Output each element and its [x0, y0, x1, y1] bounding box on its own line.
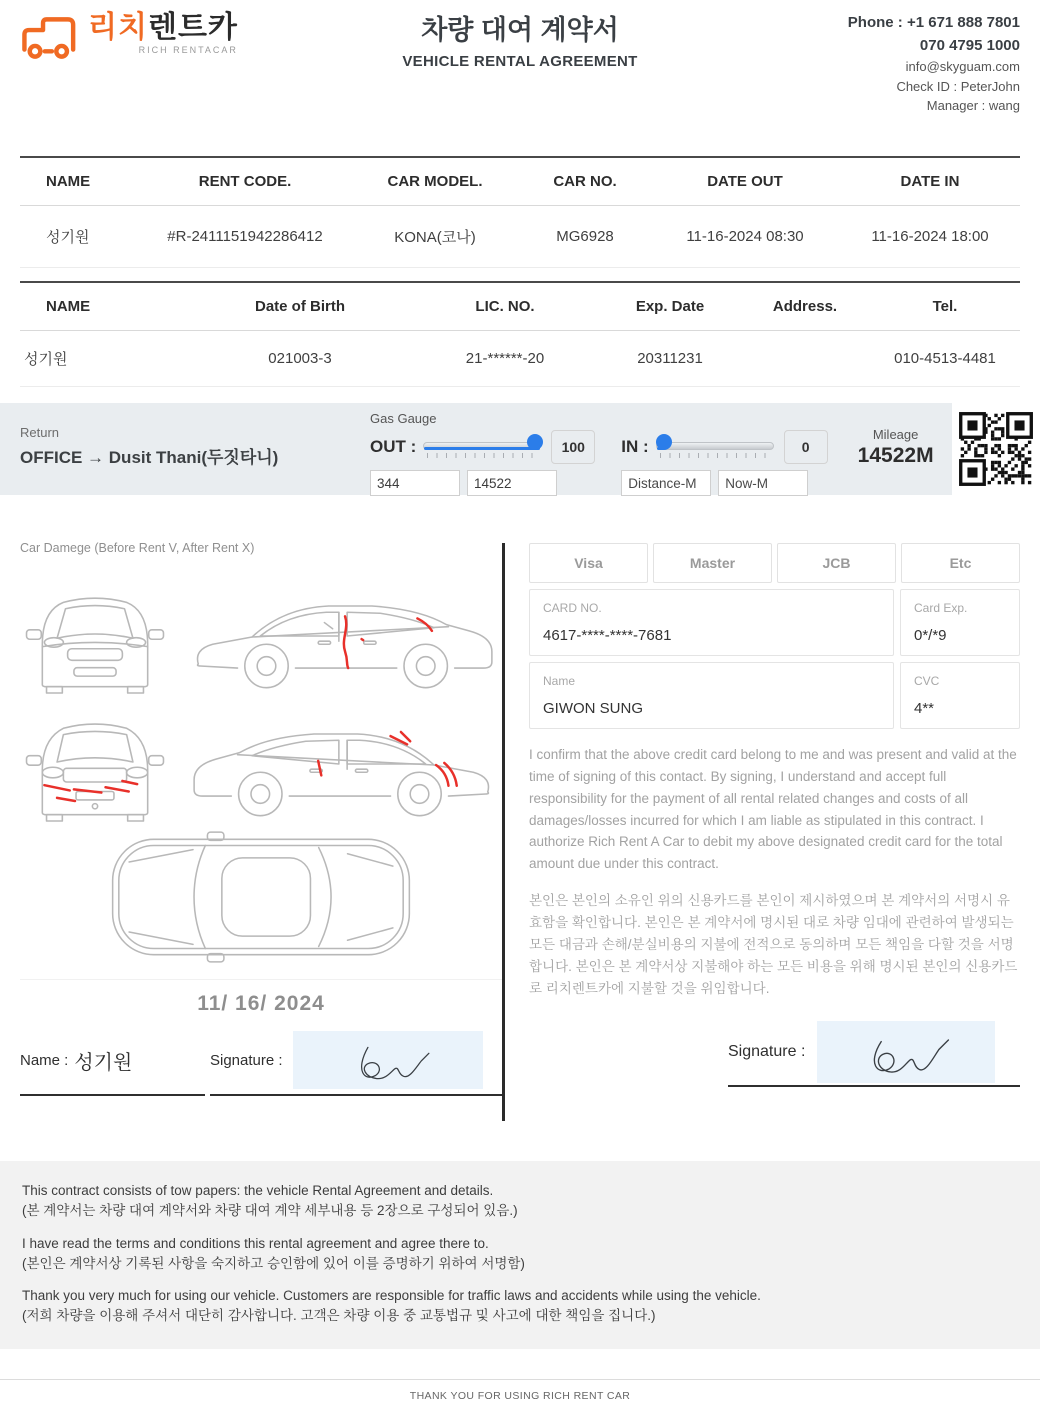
car-right-side-view[interactable]: [184, 703, 502, 825]
slider-ticks: [660, 453, 770, 458]
car-front-view[interactable]: [20, 575, 170, 693]
cell-date-in: 11-16-2024 18:00: [840, 206, 1020, 268]
signature-pad[interactable]: [293, 1031, 483, 1089]
truck-icon: [20, 12, 82, 69]
mileage-block: [858, 403, 934, 495]
slider-thumb[interactable]: [527, 434, 543, 450]
name-label: Name :: [20, 1051, 69, 1069]
card-type-tabs: [529, 543, 1020, 583]
title-korean: 차량 대여 계약서: [421, 15, 619, 45]
return-route: OFFICE → Dusit Thani(두짓타니): [20, 448, 279, 467]
phone-secondary: 070 4795 1000: [919, 36, 1020, 54]
odometer-input[interactable]: [467, 470, 557, 496]
email: info@skyguam.com: [905, 59, 1020, 74]
col-header-dob: Date of Birth: [190, 282, 410, 331]
rental-info-table: [20, 156, 1020, 268]
car-rear-view[interactable]: [20, 703, 170, 821]
tab-visa[interactable]: Visa: [529, 543, 648, 583]
renter-signature-row: [20, 1026, 502, 1096]
col-header-address: Address.: [740, 282, 870, 331]
card-signature-row[interactable]: [728, 1019, 1020, 1087]
card-signature-label: Signature :: [728, 1043, 806, 1061]
cell-date-out: 11-16-2024 08:30: [650, 206, 840, 268]
signature-label: Signature :: [210, 1051, 283, 1069]
distance-input[interactable]: [370, 470, 460, 496]
col-header-date-out: DATE OUT: [650, 157, 840, 206]
footer-text: THANK YOU FOR USING RICH RENT CAR: [409, 1389, 631, 1402]
car-top-view[interactable]: [106, 829, 416, 965]
check-id: Check ID : PeterJohn: [896, 78, 1020, 94]
tab-etc[interactable]: Etc: [901, 543, 1020, 583]
cell-exp-date: 20311231: [600, 331, 740, 387]
gas-in-group: [621, 403, 827, 495]
col-header-rent-code: RENT CODE.: [140, 157, 350, 206]
logo-subtitle: RICH RENTACAR: [138, 44, 238, 55]
car-damage-label: Car Damege (Before Rent V, After Rent X): [20, 541, 255, 555]
col-header-name: NAME: [20, 157, 140, 206]
info-tables: [0, 156, 1040, 387]
slider-track: [423, 442, 541, 450]
gas-out-value[interactable]: 100: [551, 430, 595, 464]
gas-gauge-label: Gas Gauge: [370, 411, 437, 426]
term-korean: (저희 차량을 이용해 주셔서 대단히 감사합니다. 고객은 차량 이용 중 교통법규 및 사고에 대한 책임을 집니다.): [22, 1308, 656, 1324]
mileage-label: Mileage: [872, 427, 919, 442]
name-value: 성기원: [74, 1051, 133, 1074]
card-exp-label: Card Exp.: [914, 601, 968, 615]
return-block: [0, 403, 370, 495]
main-section: [0, 541, 1040, 1121]
contact-info: [848, 12, 1020, 116]
qr-code: [954, 407, 1038, 491]
col-header-driver-name: NAME: [20, 282, 190, 331]
tab-jcb[interactable]: JCB: [777, 543, 896, 583]
return-label: Return: [20, 425, 60, 440]
slider-thumb[interactable]: [656, 434, 672, 450]
header: [0, 0, 1040, 130]
term-item: [22, 1234, 1018, 1275]
gas-in-slider[interactable]: [656, 438, 774, 456]
cell-tel: 010-4513-4481: [870, 331, 1020, 387]
cell-car-no: MG6928: [520, 206, 650, 268]
cell-lic-no: 21-******-20: [410, 331, 600, 387]
cell-car-model: KONA(코나): [350, 206, 520, 268]
card-cvc-field[interactable]: [900, 662, 1020, 729]
card-signature-pad[interactable]: [817, 1021, 995, 1083]
gas-out-group: [370, 403, 595, 495]
gas-in-value[interactable]: 0: [784, 430, 828, 464]
credit-card-panel: [505, 541, 1040, 1121]
car-damage-diagram[interactable]: [20, 569, 502, 965]
card-exp-value: 0*/*9: [914, 627, 947, 644]
col-header-lic-no: LIC. NO.: [410, 282, 600, 331]
card-number-value: 4617-****-****-7681: [543, 627, 672, 644]
footer: [0, 1379, 1040, 1402]
mileage-value: 14522M: [857, 444, 934, 467]
driver-info-table: [20, 281, 1020, 387]
term-item: [22, 1286, 1018, 1327]
qr-block: [952, 403, 1040, 495]
term-english: I have read the terms and conditions this rental agreement and agree there to.: [22, 1235, 489, 1251]
renter-signature-field[interactable]: [210, 1026, 502, 1096]
cell-renter-name: 성기원: [20, 206, 140, 268]
slider-ticks: [427, 453, 537, 458]
card-cvc-label: CVC: [914, 674, 940, 688]
card-cvc-value: 4**: [914, 700, 935, 717]
gas-out-slider[interactable]: [423, 438, 541, 456]
rental-table-row: [20, 206, 1020, 268]
term-english: Thank you very much for using our vehicle. Customers are responsible for traffic laws and accidents while using the vehicle.: [22, 1288, 761, 1303]
card-holder-value: GIWON SUNG: [543, 700, 643, 717]
driver-table-header-row: [20, 282, 1020, 331]
term-english: This contract consists of tow papers: the vehicle Rental Agreement and details.: [22, 1183, 494, 1198]
term-korean: (본 계약서는 차량 대여 계약서와 차량 대여 계약 세부내용 등 2장으로 구성되어 있음.): [22, 1203, 518, 1219]
gas-in-label: IN :: [621, 437, 649, 456]
cell-dob: 021003-3: [190, 331, 410, 387]
phone-primary: Phone : +1 671 888 7801: [847, 14, 1020, 31]
tab-master[interactable]: Master: [653, 543, 772, 583]
car-damage-panel: [0, 541, 502, 1121]
now-m-input[interactable]: [718, 470, 808, 496]
rental-table-header-row: [20, 157, 1020, 206]
cell-driver-name: 성기원: [20, 331, 190, 387]
title-english: VEHICLE RENTAL AGREEMENT: [402, 53, 638, 70]
gas-out-label: OUT :: [370, 437, 417, 456]
slider-track: [656, 442, 774, 450]
car-left-side-view[interactable]: [184, 575, 502, 697]
logo-kr-dark: 렌트카: [147, 11, 238, 44]
gauge-band: [0, 403, 1040, 495]
card-exp-field[interactable]: [900, 589, 1020, 656]
terms-section: [0, 1161, 1040, 1349]
logo-kr-orange: 리치: [88, 11, 148, 44]
col-header-date-in: DATE IN: [840, 157, 1020, 206]
col-header-tel: Tel.: [870, 282, 1020, 331]
col-header-exp-date: Exp. Date: [600, 282, 740, 331]
card-confirmation-english: I confirm that the above credit card belong to me and was present and valid at the time of signing of this contact. By signing, I understand and accept full responsibility for the payment of all rental related changes and costs of all damages/losses incurred for which I am liable as stipulated in this contract. I authorize Rich Rent A Car to debit my above designated credit card for the total amount due under this contract.: [529, 747, 1017, 872]
cell-address: [740, 331, 870, 387]
logo-title: [88, 12, 238, 44]
term-item: [22, 1181, 1018, 1222]
card-holder-label: Name: [543, 674, 576, 688]
manager: Manager : wang: [926, 98, 1020, 113]
distance-m-input[interactable]: [621, 470, 711, 496]
card-number-field[interactable]: [529, 589, 894, 656]
card-number-label: CARD NO.: [543, 601, 602, 615]
driver-table-row: [20, 331, 1020, 387]
rental-date: 11/ 16/ 2024: [20, 979, 502, 1016]
col-header-car-model: CAR MODEL.: [350, 157, 520, 206]
renter-name-field: [20, 1026, 205, 1096]
card-holder-field[interactable]: [529, 662, 894, 729]
col-header-car-no: CAR NO.: [520, 157, 650, 206]
card-confirmation-korean: 본인은 본인의 소유인 위의 신용카드를 본인이 제시하였으며 본 계약서의 서명시 유효함을 확인합니다. 본인은 본 계약서에 명시된 대로 차량 임대에 관련하여 발생되는 모든 대금과 손해/분실비용의 지불에 전적으로 동의하며 모든 책임을 다할 것을 서명합니다. 본인은 본 계약서상 지불해야 하는 모든 비용을 위해 명시된 본인의 신용카드로 리치렌트카에 지불할 것을 위임합니다.: [529, 893, 1018, 996]
term-korean: (본인은 계약서상 기록된 사항을 숙지하고 승인함에 있어 이를 증명하기 위하여 서명함): [22, 1255, 525, 1271]
cell-rent-code: #R-2411151942286412: [140, 206, 350, 268]
company-logo: [20, 12, 238, 69]
